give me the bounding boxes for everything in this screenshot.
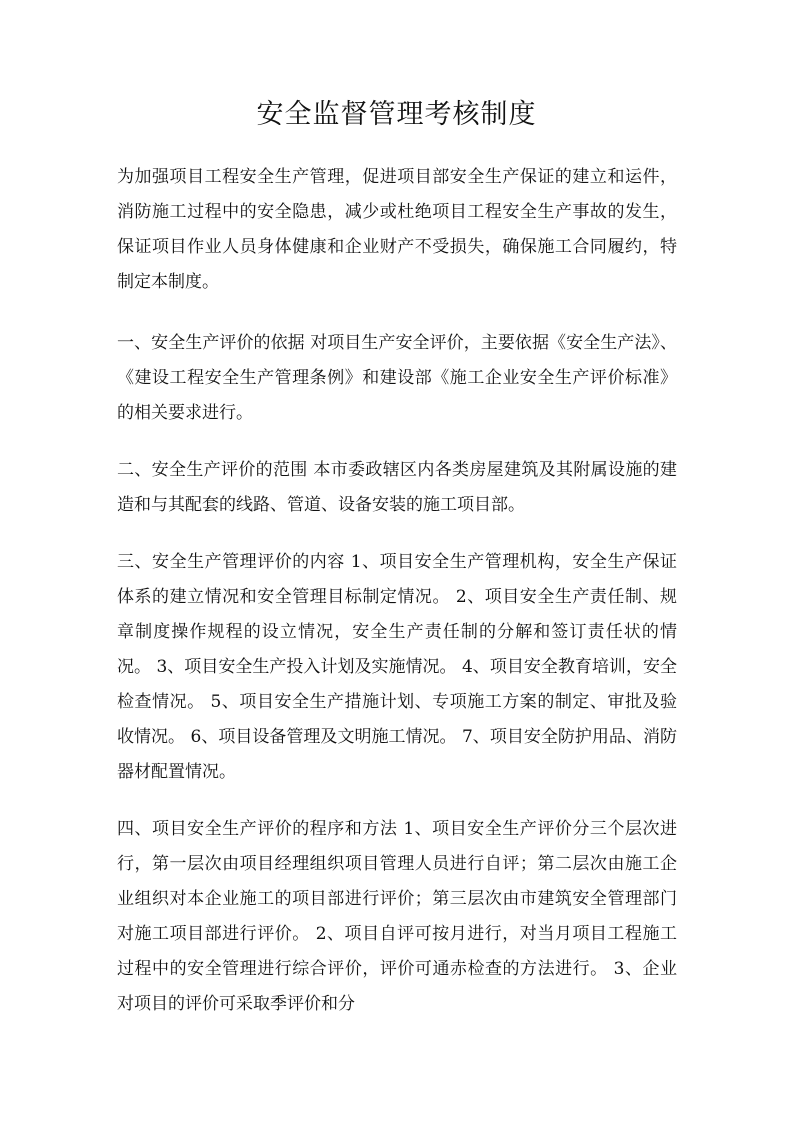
section-2-paragraph: 二、安全生产评价的范围 本市委政辖区内各类房屋建筑及其附属设施的建造和与其配套的线路、管道、设备安装的施工项目部。 [117, 460, 677, 515]
section-4-paragraph: 四、项目安全生产评价的程序和方法 1、项目安全生产评价分三个层次进行，第一层次由项目经理组织项目管理人员进行自评；第二层次由施工企业组织对本企业施工的项目部进行评价；第三层次由市建筑安全管理部门对施工项目部进行评价。 2、项目自评可按月进行，对当月项目工程施工过程中的安全管理进行综合评价，评价可通赤检查的方法进行。 3、企业对项目的评价可采取季评价和分 [117, 819, 677, 1014]
section-3-paragraph: 三、安全生产管理评价的内容 1、项目安全生产管理机构，安全生产保证体系的建立情况和安全管理目标制定情况。 2、项目安全生产责任制、规章制度操作规程的设立情况，安全生产责任制的分解和签订责任状的情况。 3、项目安全生产投入计划及实施情况。 4、项目安全教育培训，安全检查情况。 5、项目安全生产措施计划、专项施工方案的制定、审批及验收情况。 6、项目设备管理及文明施工情况。 7、项目安全防护用品、消防器材配置情况。 [117, 552, 677, 782]
document-title: 安全监督管理考核制度 [256, 99, 537, 130]
document-body [117, 160, 677, 1044]
section-1-paragraph: 一、安全生产评价的依据 对项目生产安全评价，主要依据《安全生产法》、《建设工程安全生产管理条例》和建设部《施工企业安全生产评价标准》的相关要求进行。 [117, 333, 677, 423]
intro-paragraph: 为加强项目工程安全生产管理，促进项目部安全生产保证的建立和运件，消防施工过程中的安全隐患，减少或杜绝项目工程安全生产事故的发生，保证项目作业人员身体健康和企业财产不受损失，确保施工合同履约，特制定本制度。 [117, 167, 677, 292]
